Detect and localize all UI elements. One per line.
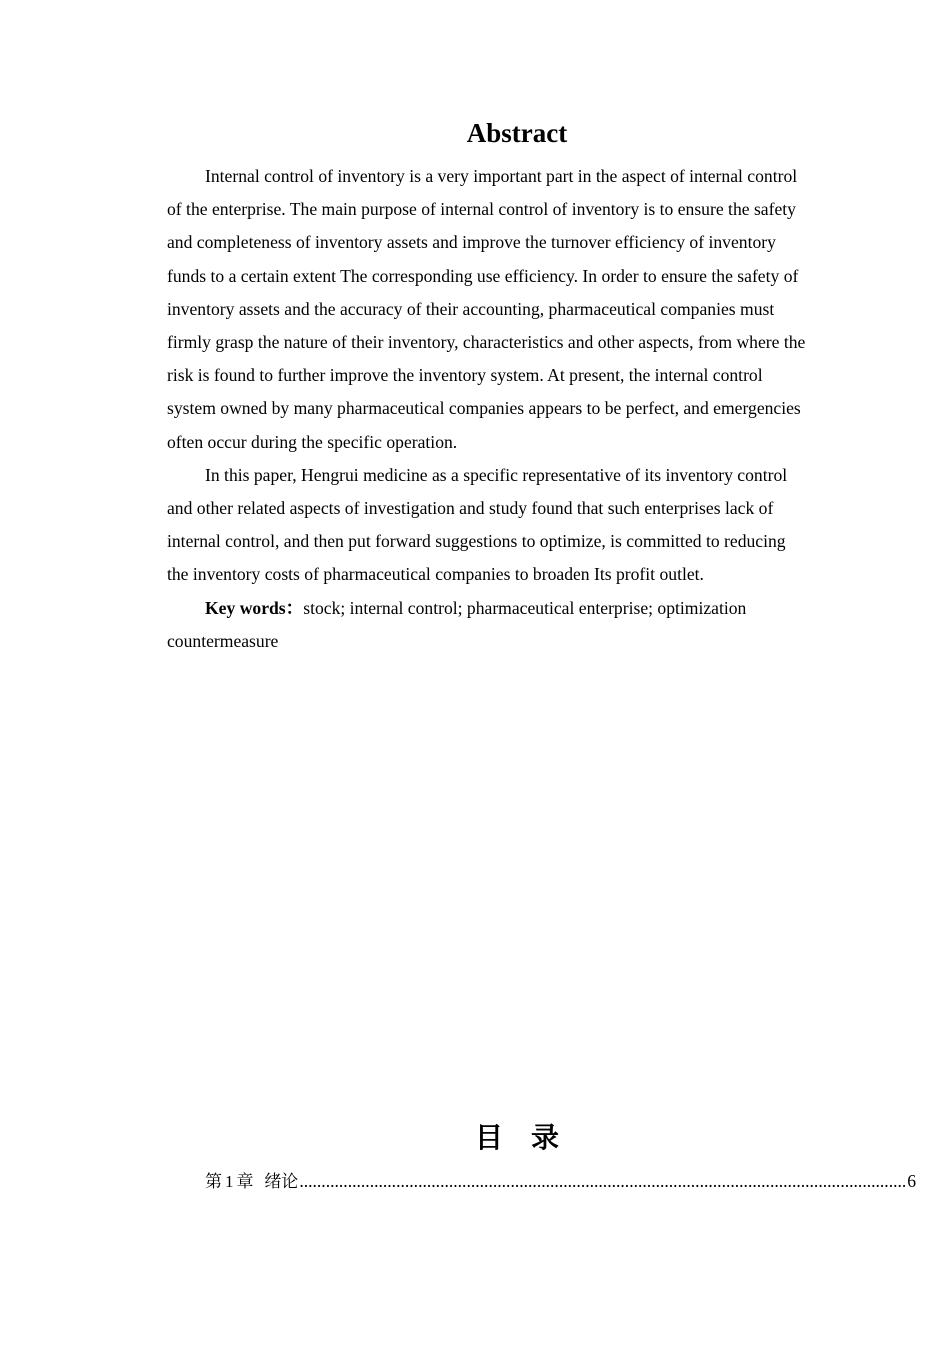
abstract-paragraph: In this paper, Hengrui medicine as a specific representative of its inventory control and other related aspects of investigation and study found that such enterprises lack of internal control, and then put forward suggestions to optimize, is committed to reducing the inventory costs of pharmaceutical companies to broaden Its profit outlet. (167, 464, 788, 585)
keywords-text: stock; internal control; pharmaceutical enterprise; optimization countermeasure (167, 597, 747, 651)
toc-page-number: 6 (907, 1171, 917, 1191)
toc-entry-title: 绪论 (264, 1172, 299, 1192)
toc-entry-label (205, 1167, 298, 1197)
toc-leader-dots: .......................................................................................................................................... (299, 1171, 907, 1191)
toc-chapter-prefix: 第 (205, 1172, 222, 1192)
toc-chapter-number: 1 (225, 1172, 234, 1191)
toc-entry[interactable] (205, 1166, 917, 1197)
toc-chapter-suffix: 章 (236, 1172, 254, 1192)
abstract-body (167, 160, 809, 658)
keywords-label: Key words： (205, 597, 304, 618)
keywords-line (167, 592, 809, 658)
abstract-paragraph: Internal control of inventory is a very important part in the aspect of internal control of the enterprise. The main purpose of internal control of inventory is to ensure the safety and completeness of inventory assets and improve the turnover efficiency of inventory funds to a certain extent The corresponding use efficiency. In order to ensure the safety of inventory assets and the accuracy of their accounting, pharmaceutical companies must firmly grasp the nature of their inventory, characteristics and other aspects, from where the risk is found to further improve the inventory system. At present, the internal control system owned by many pharmaceutical companies appears to be perfect, and emergencies often occur during the specific operation. (167, 166, 806, 452)
toc-title: 目录 (474, 1121, 587, 1154)
abstract-title: Abstract (466, 118, 568, 148)
